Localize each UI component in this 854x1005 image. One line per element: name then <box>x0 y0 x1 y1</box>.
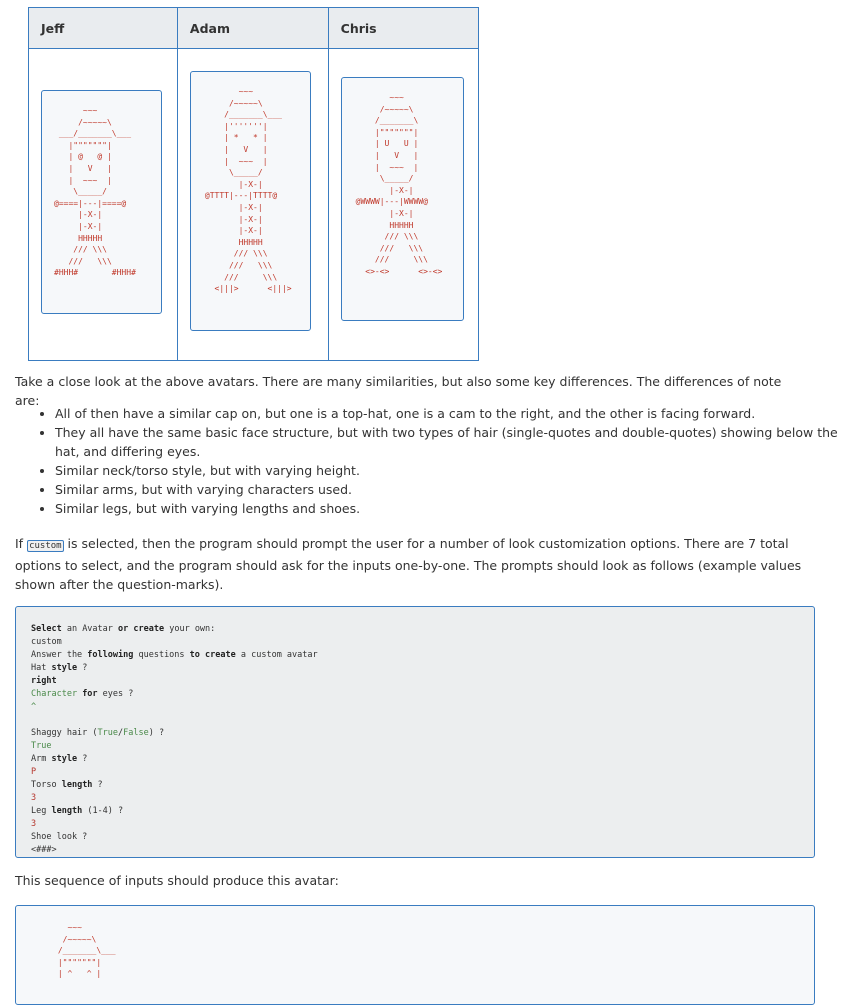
leg-prompt: Leg length (1-4) ? <box>31 806 124 816</box>
list-item: • Similar arms, but with varying characters used. <box>55 480 854 499</box>
select-answer: custom <box>31 637 62 647</box>
avatar-comparison-table <box>28 7 479 361</box>
eyes-prompt: Character for eyes ? <box>31 689 134 699</box>
custom-inline-code: custom <box>29 541 62 551</box>
cell-adam <box>177 49 328 361</box>
list-item: • Similar neck/torso style, but with varying height. <box>55 461 854 480</box>
hair-answer: True <box>31 741 52 751</box>
header-adam: Adam <box>177 8 328 49</box>
prompt-session-code-block <box>15 606 815 858</box>
shoe-answer: <###> <box>31 845 57 855</box>
differences-list <box>15 404 854 518</box>
jeff-avatar-art: ~~~ /~~~~~\ ___/_______\___ |"""""""| | @ @ | | V | | ~~~ | \_____/ @====|---|====@ |-X-| |-X-| HHHHH /// \\\ /// \\\ #HHH# #HHH# <box>41 90 162 314</box>
custom-text-before: If <box>15 536 28 551</box>
eyes-answer: ^ <box>31 702 37 712</box>
intro-paragraph: Take a close look at the above avatars. There are many similarities, but also some key differences. The differences of note are: <box>15 374 782 408</box>
shoe-prompt: Shoe look ? <box>31 832 88 842</box>
arm-answer: P <box>31 767 37 777</box>
result-avatar-art: ~~~ /~~~~~\ /_______\___ |"""""""| | ^ ^ | <box>15 905 815 1005</box>
cell-chris <box>328 49 478 361</box>
torso-answer: 3 <box>31 793 37 803</box>
adam-avatar-art: ~~~ /~~~~~\ /_______\___ |'''''''| | * * | | V | | ~~~ | \_____/ |-X-| @TTTT|---|TTTT@ |-X-| |-X-| |-X-| HHHHH /// \\\ /// \\\ /// \\\ <|||> <|||> <box>190 71 311 331</box>
result-paragraph: This sequence of inputs should produce this avatar: <box>15 873 339 888</box>
custom-text-after: is selected, then the program should prompt the user for a number of look customization options. There are 7 total options to select, and the program should ask for the inputs one-by-one. The prompts should look as follows (example values shown after the question-marks). <box>15 536 802 592</box>
chris-avatar-art: ~~~ /~~~~~\ /_______\ |"""""""| | U U | | V | | ~~~ | \_____/ |-X-| @WWWW|---|WWWW@ |-X-| HHHHH /// \\\ /// \\\ /// \\\ <>-<> <>-<> <box>341 77 464 321</box>
arm-prompt: Arm style ? <box>31 754 88 764</box>
header-chris: Chris <box>328 8 478 49</box>
leg-answer: 3 <box>31 819 37 829</box>
hat-prompt: Hat style ? <box>31 663 88 673</box>
cell-jeff <box>29 49 178 361</box>
header-jeff: Jeff <box>29 8 178 49</box>
list-item: • Similar legs, but with varying lengths and shoes. <box>55 499 854 518</box>
select-prompt-line: Select an Avatar or create your own: <box>31 624 216 634</box>
hat-answer: right <box>31 676 57 686</box>
hair-prompt: Shaggy hair (True/False) ? <box>31 728 165 738</box>
custom-paragraph <box>15 534 805 594</box>
list-item: • They all have the same basic face structure, but with two types of hair (single-quotes and double-quotes) showing below the hat, and differing eyes. <box>55 423 854 461</box>
torso-prompt: Torso length ? <box>31 780 103 790</box>
intro-line: Answer the following questions to create a custom avatar <box>31 650 318 660</box>
list-item: • All of then have a similar cap on, but one is a top-hat, one is a cam to the right, and the other is facing forward. <box>55 404 854 423</box>
